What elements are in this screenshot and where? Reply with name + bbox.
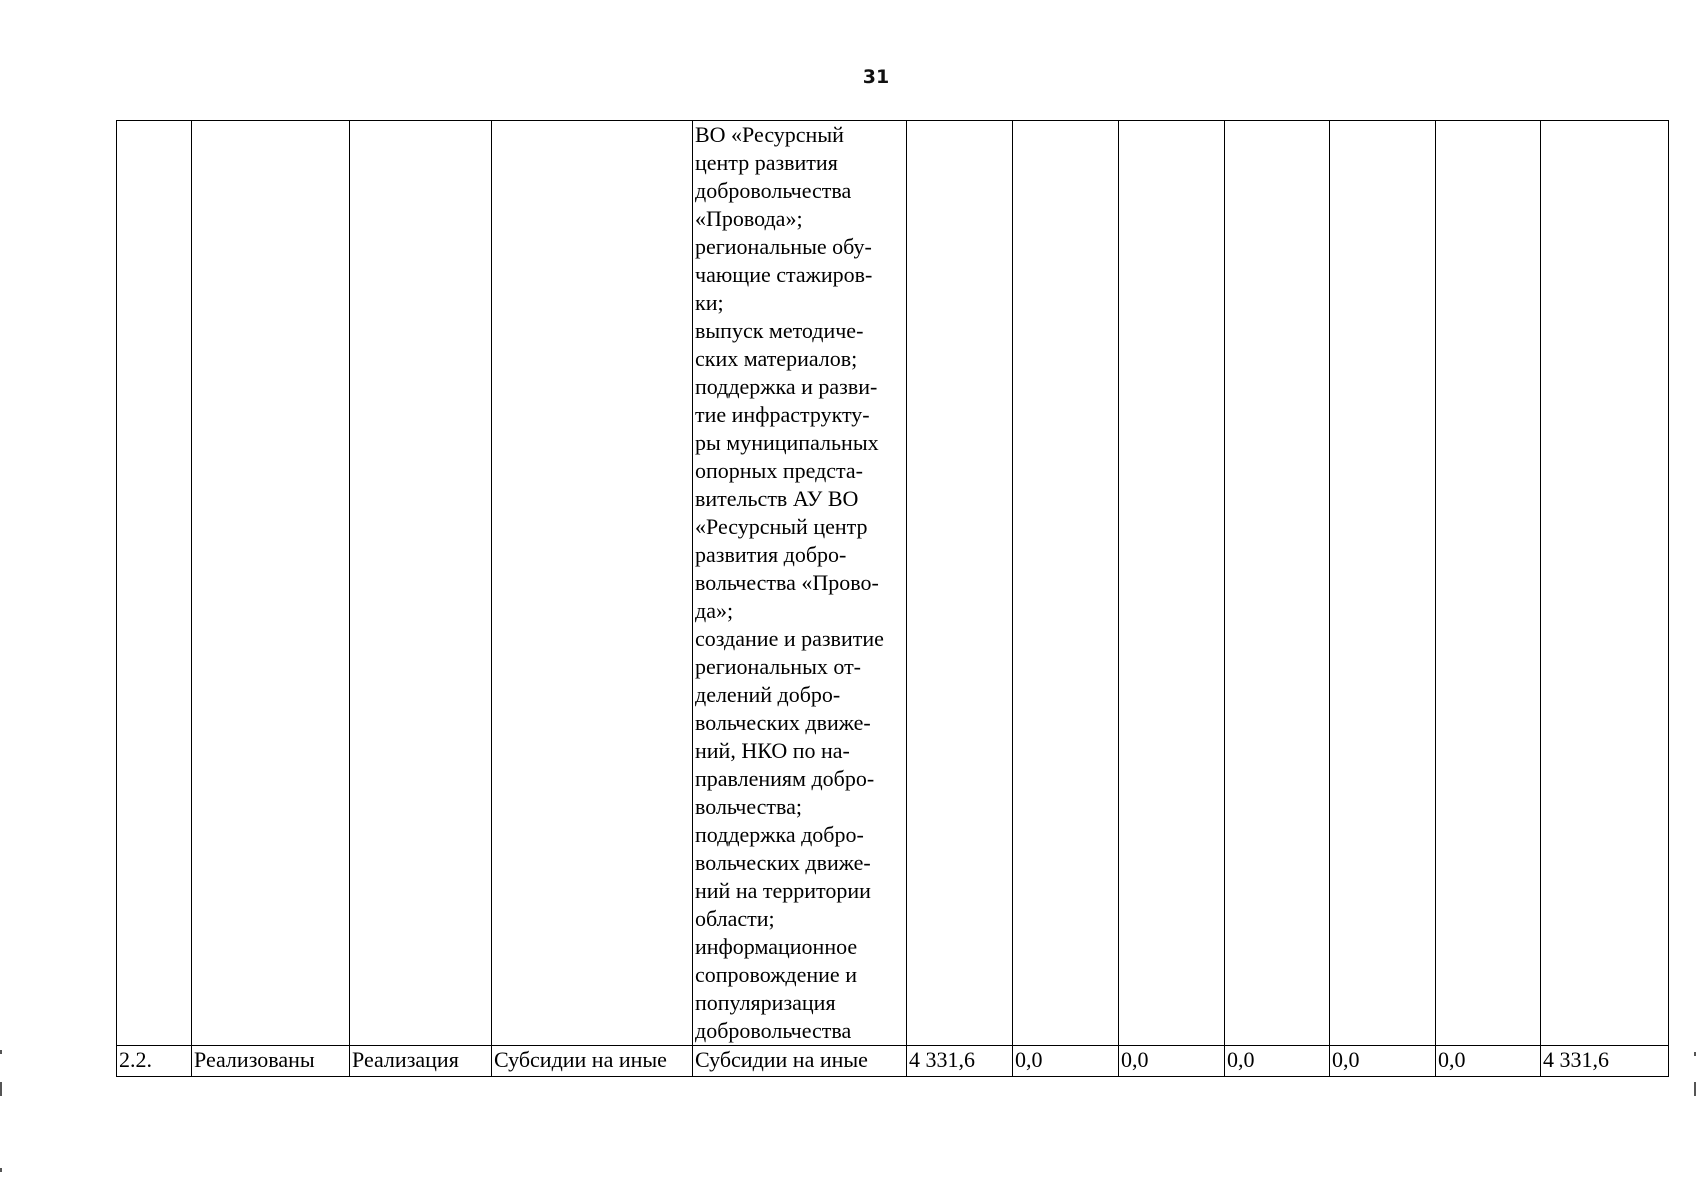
cell-value [907,121,1013,1046]
scan-mark-right [1694,1082,1696,1096]
scan-mark-left [0,1082,2,1096]
description-line: чающие стажиров- [695,262,873,287]
description-line: «Ресурсный центр [695,514,868,539]
description-line: популяризация [695,990,836,1015]
scan-mark-left [0,1168,2,1172]
cell-value: 0,0 [1119,1046,1225,1077]
description-line: опорных предста- [695,458,864,483]
cell-number [117,121,192,1046]
description-line: вольческих движе- [695,850,871,875]
description-line: выпуск методиче- [695,318,864,343]
cell-value [1330,121,1436,1046]
table-row-2-2 [117,1046,1669,1077]
cell-value: 0,0 [1013,1046,1119,1077]
description-line: ки; [695,290,724,315]
description-line: ний на территории [695,878,871,903]
cell-col4: Субсидии на иные [492,1046,693,1077]
scan-mark-right [1694,1052,1696,1056]
description-line: региональных от- [695,654,862,679]
cell-description [693,121,907,1046]
description-line: ры муниципальных [695,430,879,455]
description-line: ний, НКО по на- [695,738,850,763]
description-line: делений добро- [695,682,841,707]
cell-col2 [192,121,350,1046]
cell-col2: Реализованы [192,1046,350,1077]
cell-value: 0,0 [1330,1046,1436,1077]
cell-col4 [492,121,693,1046]
description-line: центр развития [695,150,838,175]
description-line: поддержка и разви- [695,374,878,399]
cell-value: 0,0 [1436,1046,1541,1077]
cell-value: 4 331,6 [907,1046,1013,1077]
cell-description: Субсидии на иные [693,1046,907,1077]
description-line: сопровождение и [695,962,857,987]
description-line: вительств АУ ВО [695,486,859,511]
description-line: тие инфраструкту- [695,402,870,427]
cell-value [1225,121,1330,1046]
description-line: «Провода»; [695,206,803,231]
cell-value [1541,121,1669,1046]
description-line: вольческих движе- [695,710,871,735]
cell-value [1119,121,1225,1046]
description-line: добровольчества [695,178,852,203]
scan-mark-left [0,1050,2,1054]
description-line: поддержка добро- [695,822,864,847]
description-line: добровольчества [695,1018,852,1043]
description-line: информационное [695,934,858,959]
description-line: правлениям добро- [695,766,875,791]
description-line: ВО «Ресурсный [695,122,844,147]
budget-table [116,120,1669,1077]
cell-value: 0,0 [1225,1046,1330,1077]
description-line: региональные обу- [695,234,872,259]
description-line: развития добро- [695,542,847,567]
description-line: области; [695,906,775,931]
cell-value: 4 331,6 [1541,1046,1669,1077]
description-line: создание и развитие [695,626,884,651]
table-row-continuation [117,121,1669,1046]
cell-col3 [350,121,492,1046]
description-line: вольчества «Прово- [695,570,879,595]
cell-value [1013,121,1119,1046]
cell-col3: Реализация [350,1046,492,1077]
description-line: да»; [695,598,734,623]
cell-number: 2.2. [117,1046,192,1077]
description-line: ских материалов; [695,346,858,371]
description-line: вольчества; [695,794,803,819]
page-number: 31 [862,66,890,88]
cell-value [1436,121,1541,1046]
